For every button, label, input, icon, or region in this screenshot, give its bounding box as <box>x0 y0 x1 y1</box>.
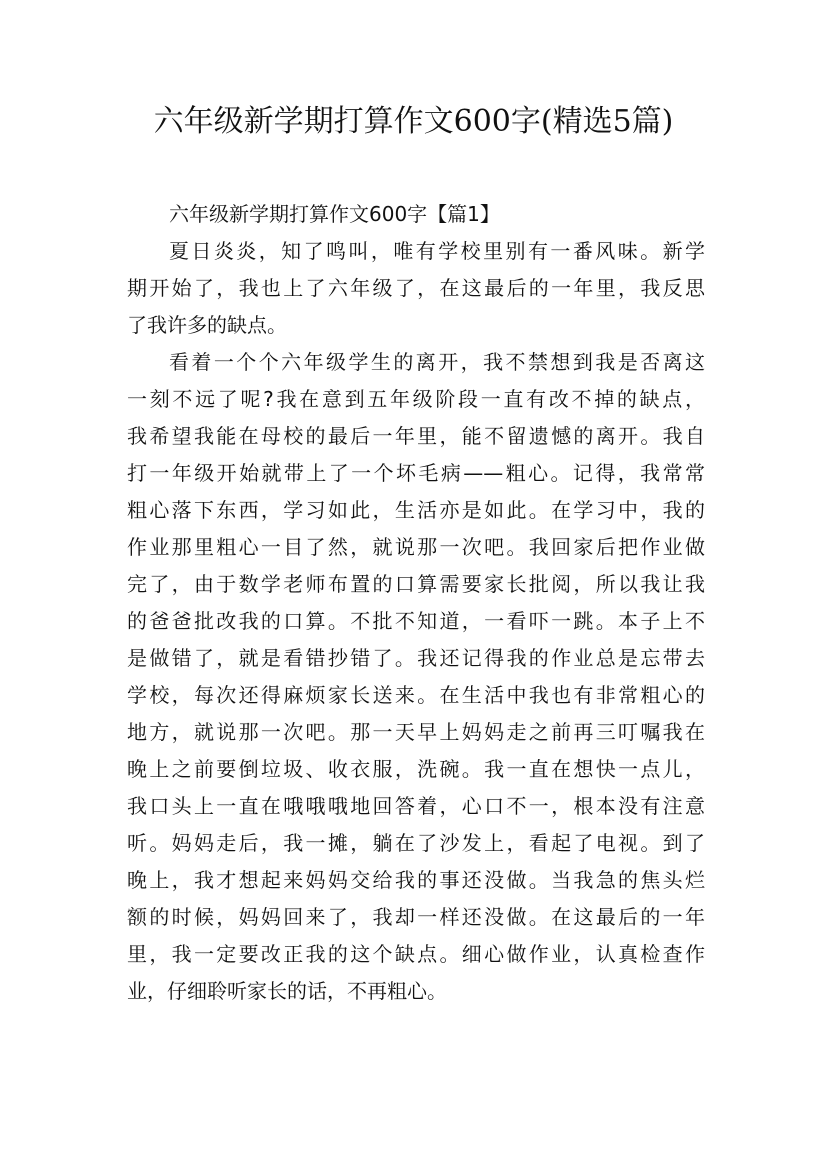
paragraph-line: 晚上，我才想起来妈妈交给我的事还没做。当我急的焦头烂 <box>127 868 705 892</box>
paragraph-line: 我希望我能在母校的最后一年里，能不留遗憾的离开。我自 <box>127 424 705 448</box>
paragraph-1 <box>127 233 705 344</box>
paragraph-line: 夏日炎炎，知了鸣叫，唯有学校里别有一番风味。新学 <box>169 239 705 263</box>
paragraph-line: 额的时候，妈妈回来了，我却一样还没做。在这最后的一年 <box>127 905 705 929</box>
article-body <box>127 196 705 1010</box>
paragraph-line: 听。妈妈走后，我一摊，躺在了沙发上，看起了电视。到了 <box>127 831 705 855</box>
paragraph-line: 学校，每次还得麻烦家长送来。在生活中我也有非常粗心的 <box>127 683 705 707</box>
paragraph-line: 晚上之前要倒垃圾、收衣服，洗碗。我一直在想快一点儿， <box>127 757 705 781</box>
paragraph-line: 地方，就说那一次吧。那一天早上妈妈走之前再三叮嘱我在 <box>127 720 705 744</box>
paragraph-line: 了我许多的缺点。 <box>127 313 287 337</box>
paragraph-line: 作业那里粗心一目了然，就说那一次吧。我回家后把作业做 <box>127 535 705 559</box>
paragraph-line: 完了，由于数学老师布置的口算需要家长批阅，所以我让我 <box>127 572 705 596</box>
paragraph-line: 看着一个个六年级学生的离开，我不禁想到我是否离这 <box>169 350 705 374</box>
paragraph-line: 是做错了，就是看错抄错了。我还记得我的作业总是忘带去 <box>127 646 705 670</box>
document-title: 六年级新学期打算作文600字(精选5篇) <box>153 104 674 139</box>
paragraph-2 <box>127 344 705 1010</box>
section-heading: 六年级新学期打算作文600字【篇1】 <box>169 202 500 226</box>
paragraph-line: 的爸爸批改我的口算。不批不知道，一看吓一跳。本子上不 <box>127 609 705 633</box>
paragraph-line: 一刻不远了呢?我在意到五年级阶段一直有改不掉的缺点， <box>127 387 705 411</box>
paragraph-line: 里，我一定要改正我的这个缺点。细心做作业，认真检查作 <box>127 942 705 966</box>
paragraph-line: 业，仔细聆听家长的话，不再粗心。 <box>127 979 447 1003</box>
paragraph-line: 粗心落下东西，学习如此，生活亦是如此。在学习中，我的 <box>127 498 705 522</box>
paragraph-line: 我口头上一直在哦哦哦地回答着，心口不一，根本没有注意 <box>127 794 705 818</box>
paragraph-line: 打一年级开始就带上了一个坏毛病——粗心。记得，我常常 <box>127 461 705 485</box>
paragraph-line: 期开始了，我也上了六年级了，在这最后的一年里，我反思 <box>127 276 705 300</box>
